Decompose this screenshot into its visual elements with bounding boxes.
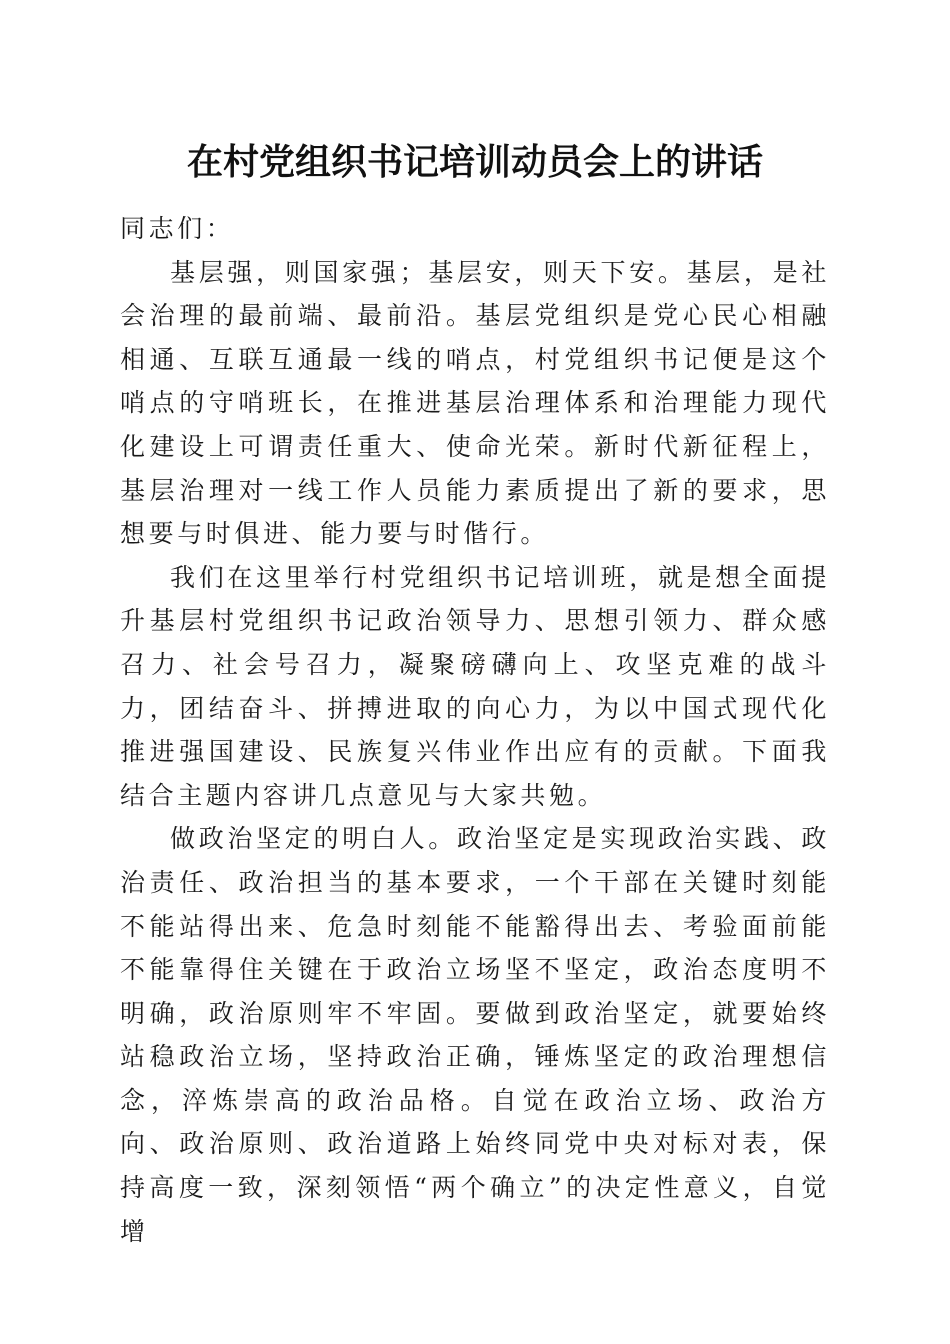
document-title: 在村党组织书记培训动员会上的讲话 <box>186 141 763 183</box>
salutation: 同志们： <box>120 214 235 243</box>
paragraph-3: 做政治坚定的明白人。政治坚定是实现政治实践、政治责任、政治担当的基本要求，一个干部在关键时刻能不能站得出来、危急时刻能不能豁得出去、考验面前能不能靠得住关键在于政治立场坚不坚定，政治态度明不明确，政治原则牢不牢固。要做到政治坚定，就要始终站稳政治立场，坚持政治正确，锤炼坚定的政治理想信念，淬炼崇高的政治品格。自觉在政治立场、政治方向、政治原则、政治道路上始终同党中央对标对表，保持高度一致，深刻领悟“两个确立”的决定性意义，自觉增 <box>120 824 830 1246</box>
paragraph-2: 我们在这里举行村党组织书记培训班，就是想全面提升基层村党组织书记政治领导力、思想引领力、群众感召力、社会号召力，凝聚磅礴向上、攻坚克难的战斗力，团结奋斗、拼搏进取的向心力，为以中国式现代化推进强国建设、民族复兴伟业作出应有的贡献。下面我结合主题内容讲几点意见与大家共勉。 <box>120 562 830 810</box>
document-body <box>120 207 830 1253</box>
paragraph-1: 基层强，则国家强；基层安，则天下安。基层，是社会治理的最前端、最前沿。基层党组织是党心民心相融相通、互联互通最一线的哨点，村党组织书记便是这个哨点的守哨班长，在推进基层治理体系和治理能力现代化建设上可谓责任重大、使命光荣。新时代新征程上，基层治理对一线工作人员能力素质提出了新的要求，思想要与时俱进、能力要与时偕行。 <box>120 257 830 549</box>
